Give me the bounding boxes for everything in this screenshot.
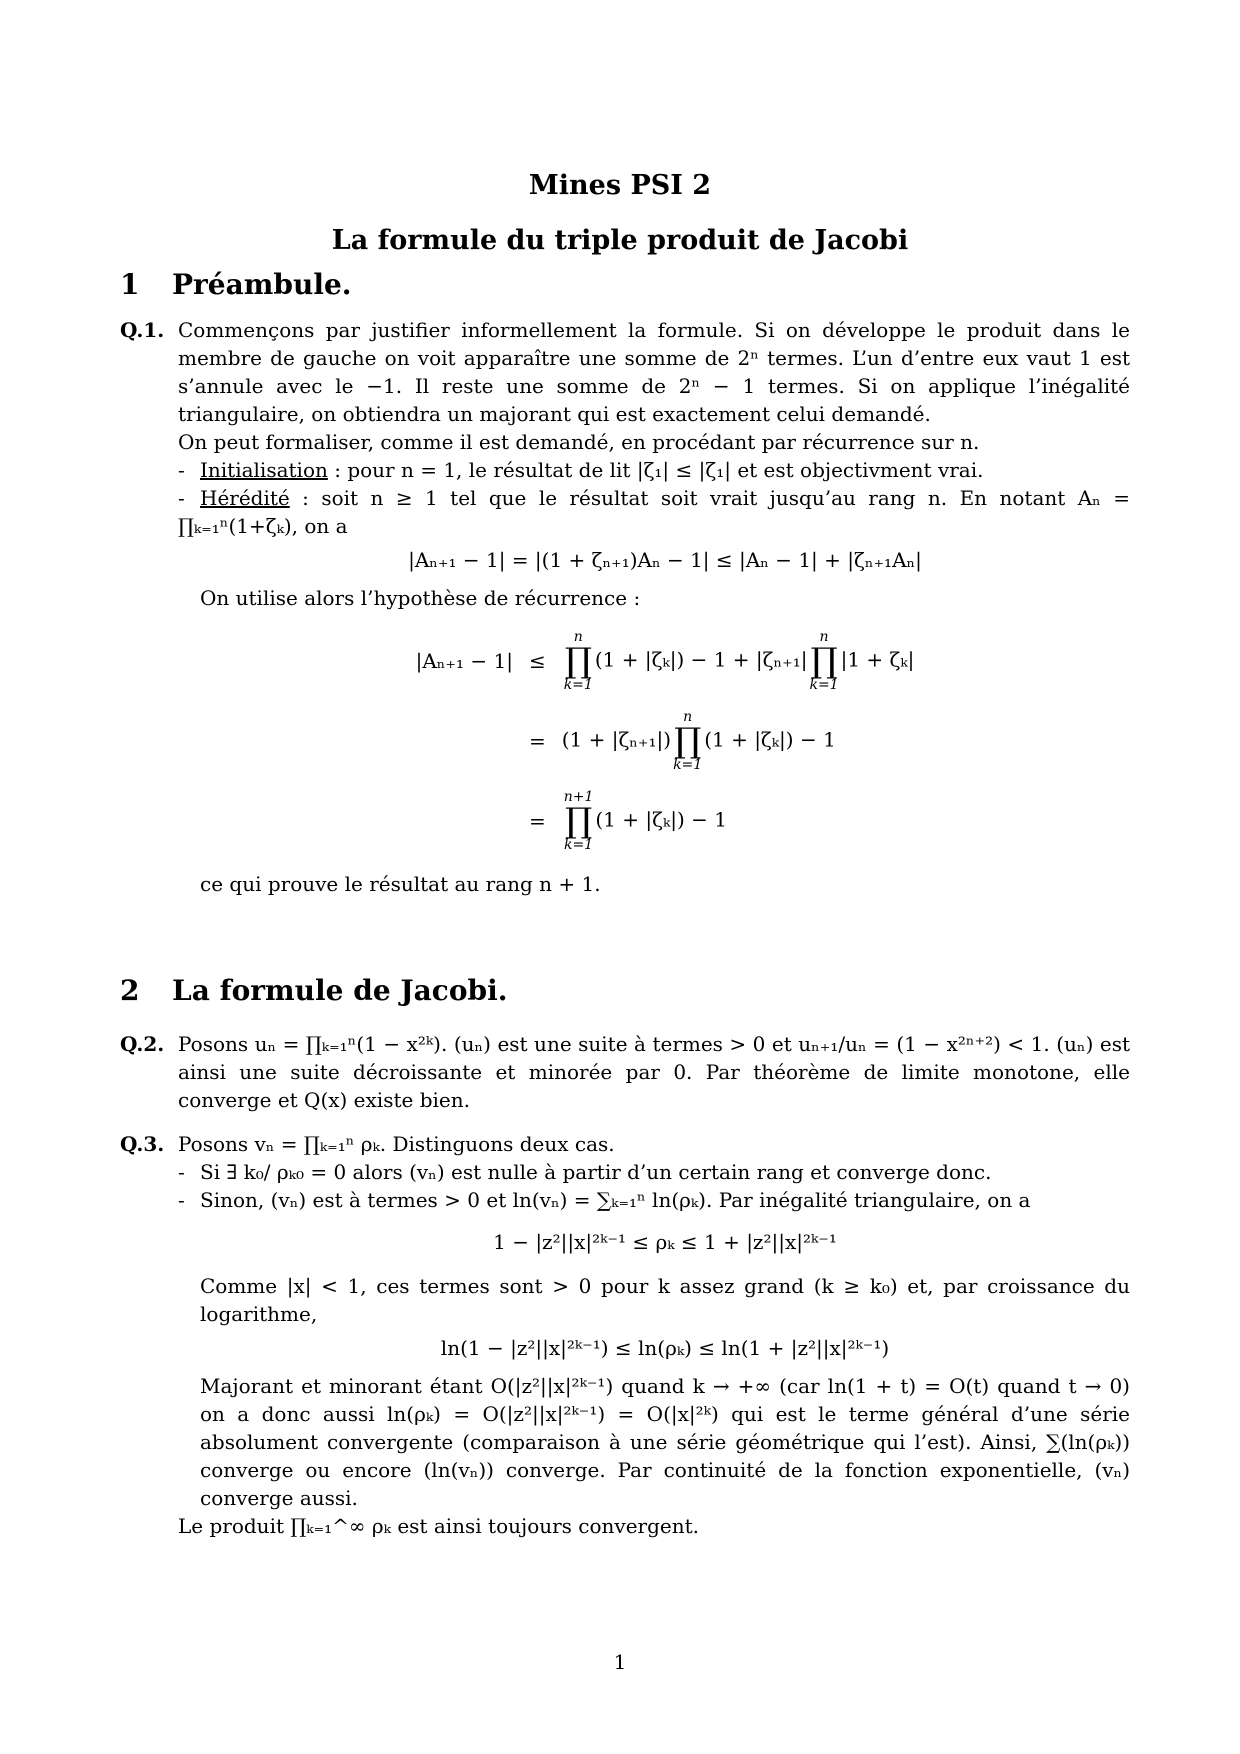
heredite-text: : soit n ≥ 1 tel que le résultat soit vrait jusqu’au rang n. En notant Aₙ = ∏ₖ₌₁ⁿ(1+ζₖ), on a xyxy=(178,486,1130,538)
question-label: Q.2. xyxy=(120,1032,165,1056)
paragraph: On utilise alors l’hypothèse de récurrence : xyxy=(200,586,641,610)
initialisation-label: Initialisation xyxy=(200,458,328,482)
heredite-details xyxy=(178,546,1130,898)
align-relation: = xyxy=(528,729,546,753)
align-rhs-3: n+1 ∏ k=1 (1 + |ζₖ|) − 1 xyxy=(563,789,727,853)
paragraph: Posons vₙ = ∏ₖ₌₁ⁿ ρₖ. Distinguons deux cas. xyxy=(178,1132,615,1156)
aligned-equations xyxy=(200,630,1130,852)
paragraph: Le produit ∏ₖ₌₁^∞ ρₖ est ainsi toujours convergent. xyxy=(178,1514,700,1538)
paragraph: ce qui prouve le résultat au rang n + 1. xyxy=(200,872,601,896)
align-rhs-2: (1 + |ζₙ₊₁|) n ∏ k=1 (1 + |ζₖ|) − 1 xyxy=(561,709,836,773)
question-3 xyxy=(120,1130,1130,1540)
bullet-case-1: - Si ∃ k₀/ ρₖ₀ = 0 alors (vₙ) est nulle à partir d’un certain rang et converge donc. xyxy=(178,1160,992,1184)
equation: ln(1 − |z²||x|²ᵏ⁻¹) ≤ ln(ρₖ) ≤ ln(1 + |z²||x|²ᵏ⁻¹) xyxy=(440,1336,890,1360)
equation: |Aₙ₊₁ − 1| = |(1 + ζₙ₊₁)Aₙ − 1| ≤ |Aₙ − 1| + |ζₙ₊₁Aₙ| xyxy=(408,548,922,572)
paragraph: Majorant et minorant étant O(|z²||x|²ᵏ⁻¹) quand k → +∞ (car ln(1 + t) = O(t) quand t → 0) on a donc aussi ln(ρₖ) = O(|z²||x|²ᵏ⁻¹) = O(|x|²ᵏ) qui est le terme général d’une série absolument convergente (comparaison à une série géométrique qui l’est). Ainsi, ∑(ln(ρₖ)) converge ou encore (ln(vₙ)) converge. Par continuité de la fonction exponentielle, (vₙ) converge aussi. xyxy=(200,1374,1130,1510)
align-lhs: |Aₙ₊₁ − 1| xyxy=(415,649,513,673)
bullet-initialisation xyxy=(178,456,1130,484)
question-body xyxy=(178,316,1130,898)
document-subtitle: La formule du triple produit de Jacobi xyxy=(331,225,909,256)
document-title: Mines PSI 2 xyxy=(528,170,712,201)
question-label: Q.1. xyxy=(120,318,165,342)
question-body xyxy=(178,1130,1130,1540)
question-label: Q.3. xyxy=(120,1132,165,1156)
section-heading-2 xyxy=(120,974,507,1007)
product-operator: n+1 ∏ k=1 xyxy=(563,789,594,853)
question-1 xyxy=(120,316,1130,898)
question-2 xyxy=(120,1030,1130,1114)
question-body: Posons uₙ = ∏ₖ₌₁ⁿ(1 − x²ᵏ). (uₙ) est une suite à termes > 0 et uₙ₊₁/uₙ = (1 − x²ⁿ⁺²) < 1. (uₙ) est ainsi une suite décroissante et minorée par 0. Par théorème de limite monotone, elle converge et Q(x) existe bien. xyxy=(178,1032,1130,1112)
bullet-dash: - xyxy=(178,458,185,482)
bullet-dash: - xyxy=(178,1188,185,1212)
bullet-dash: - xyxy=(178,1160,185,1184)
bullet-heredite xyxy=(178,484,1130,540)
product-operator: n ∏ k=1 xyxy=(809,629,839,693)
product-operator: n ∏ k=1 xyxy=(673,709,703,773)
equation: 1 − |z²||x|²ᵏ⁻¹ ≤ ρₖ ≤ 1 + |z²||x|²ᵏ⁻¹ xyxy=(493,1230,837,1254)
product-operator: n ∏ k=1 xyxy=(563,629,593,693)
align-relation: = xyxy=(528,809,546,833)
align-rhs-1: n ∏ k=1 (1 + |ζₖ|) − 1 + |ζₙ₊₁| n ∏ k=1 |1 + ζₖ| xyxy=(563,629,915,693)
bullet-dash: - xyxy=(178,486,185,510)
section-title: La formule de Jacobi. xyxy=(172,974,508,1007)
page-number: 1 xyxy=(613,1650,627,1674)
section-title: Préambule. xyxy=(172,268,352,301)
paragraph: Commençons par justifier informellement la formule. Si on développe le produit dans le membre de gauche on voit apparaître une somme de 2ⁿ termes. L’un d’entre eux vaut 1 est s’annule avec le −1. Il reste une somme de 2ⁿ − 1 termes. Si on applique l’inégalité triangulaire, on obtiendra un majorant qui est exactement celui demandé. xyxy=(178,318,1130,426)
bullet-case-2: - Sinon, (vₙ) est à termes > 0 et ln(vₙ) = ∑ₖ₌₁ⁿ ln(ρₖ). Par inégalité triangulaire, on a xyxy=(178,1188,1031,1212)
paragraph: Comme |x| < 1, ces termes sont > 0 pour k assez grand (k ≥ k₀) et, par croissance du logarithme, xyxy=(200,1274,1130,1326)
paragraph: On peut formaliser, comme il est demandé, en procédant par récurrence sur n. xyxy=(178,430,980,454)
section-number: 2 xyxy=(120,974,140,1007)
section-heading-1 xyxy=(120,268,352,301)
align-relation: ≤ xyxy=(528,649,546,673)
case-2-details xyxy=(178,1228,1130,1512)
heredite-label: Hérédité xyxy=(200,486,290,510)
section-number: 1 xyxy=(120,268,140,301)
initialisation-text: : pour n = 1, le résultat de lit |ζ₁| ≤ |ζ₁| et est objectivment vrai. xyxy=(327,458,984,482)
